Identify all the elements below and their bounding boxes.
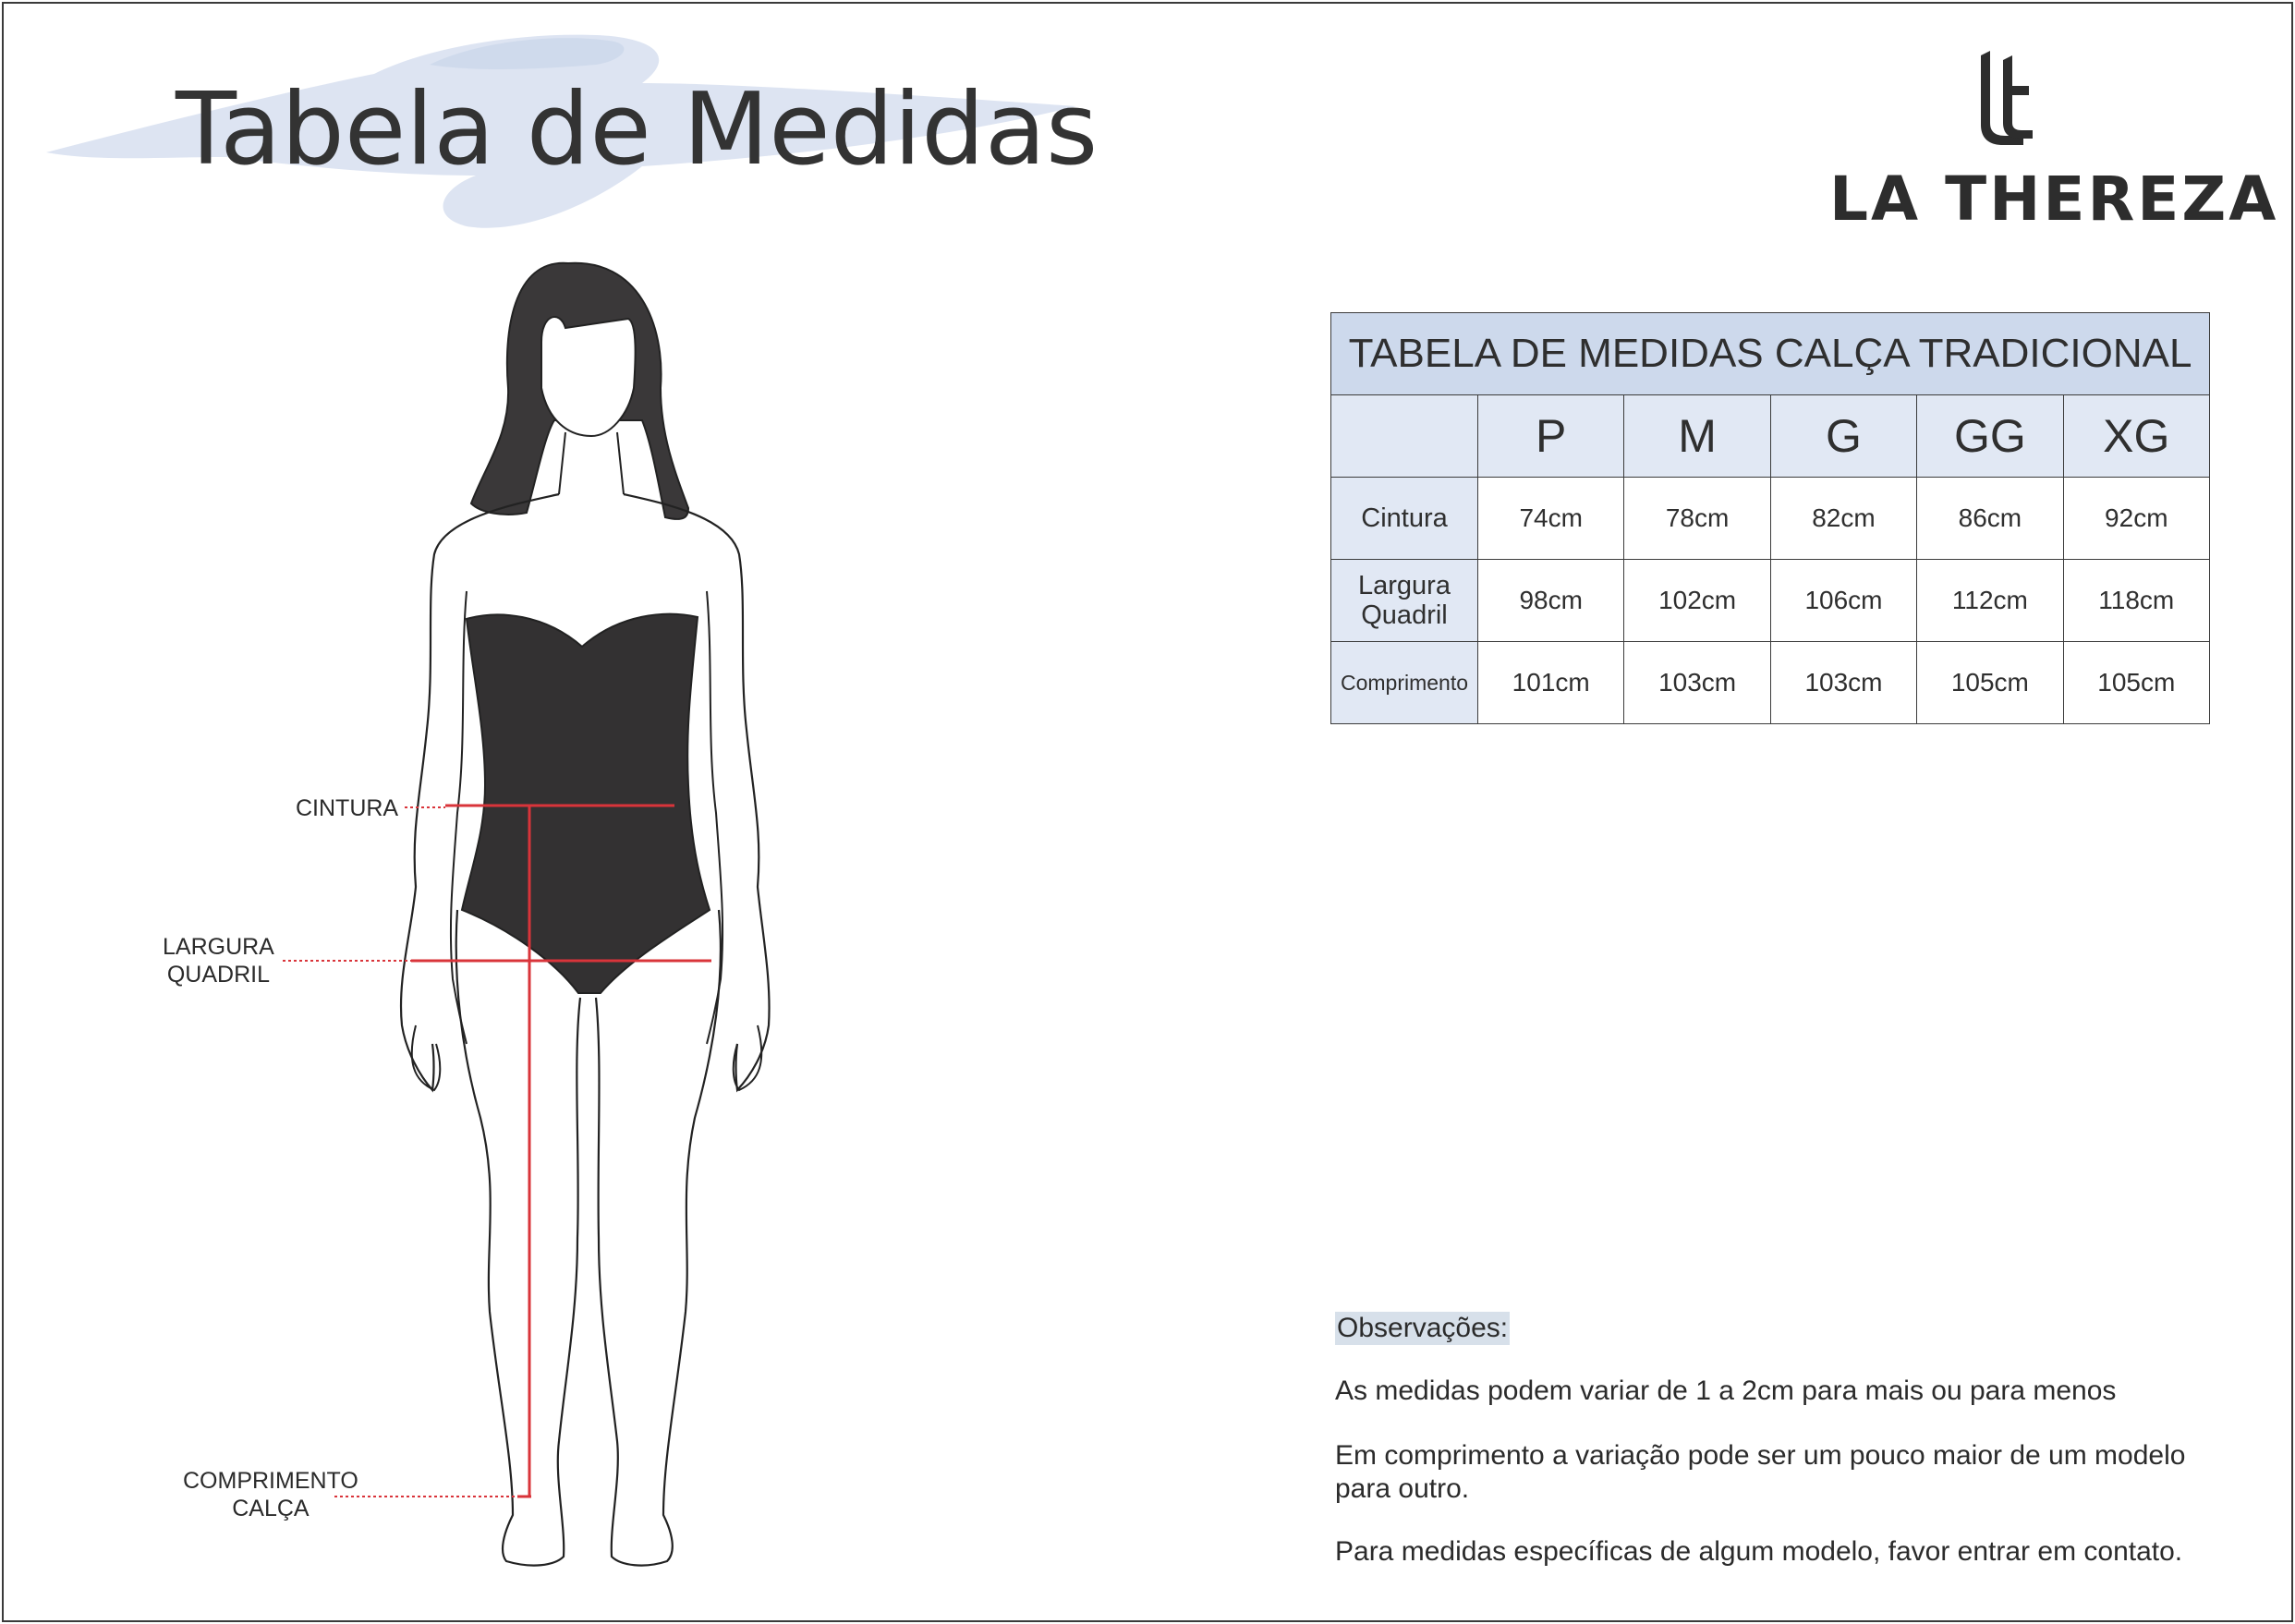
size-header-cell: GG: [1917, 395, 2063, 478]
table-cell: 112cm: [1917, 560, 2063, 642]
brand-name: LA THEREZA: [1829, 164, 2279, 235]
table-cell: 102cm: [1624, 560, 1770, 642]
body-figure-illustration: [129, 249, 832, 1580]
table-cell: 105cm: [2063, 642, 2209, 724]
table-row-comprimento: [1331, 642, 2210, 724]
table-cell: 78cm: [1624, 478, 1770, 560]
note-item: As medidas podem variar de 1 a 2cm para mais ou para menos: [1335, 1376, 2117, 1406]
face-shape: [541, 317, 636, 436]
row-label: Cintura: [1331, 478, 1478, 560]
row-label: Largura Quadril: [1331, 560, 1478, 642]
notes-section: [1335, 1312, 2240, 1567]
size-header-row: [1331, 395, 2210, 478]
note-item: Para medidas específicas de algum modelo, favor entrar em contato.: [1335, 1536, 2183, 1567]
note-item: Em comprimento a variação pode ser um pouco maior de um modelo para outro.: [1335, 1440, 2186, 1504]
table-cell: 86cm: [1917, 478, 2063, 560]
size-header-cell: M: [1624, 395, 1770, 478]
table-cell: 106cm: [1770, 560, 1916, 642]
waist-label: CINTURA: [296, 795, 399, 821]
hip-label: LARGURA QUADRIL: [163, 934, 274, 988]
size-header-cell: XG: [2063, 395, 2209, 478]
table-cell: 82cm: [1770, 478, 1916, 560]
table-cell: 103cm: [1770, 642, 1916, 724]
notes-title: Observações:: [1337, 1313, 1509, 1343]
size-table: [1330, 312, 2210, 724]
size-header-corner: [1331, 395, 1478, 478]
table-row-cintura: [1331, 478, 2210, 560]
size-header-cell: G: [1770, 395, 1916, 478]
length-label: COMPRIMENTO CALÇA: [183, 1468, 358, 1521]
table-cell: 98cm: [1478, 560, 1624, 642]
size-header-cell: P: [1478, 395, 1624, 478]
page-title: Tabela de Medidas: [176, 72, 1099, 188]
legs-outline: [456, 910, 580, 1566]
table-cell: 92cm: [2063, 478, 2209, 560]
brand-logo: [1829, 51, 2279, 236]
size-table-title: TABELA DE MEDIDAS CALÇA TRADICIONAL: [1331, 313, 2210, 395]
table-cell: 103cm: [1624, 642, 1770, 724]
row-label: Comprimento: [1331, 642, 1478, 724]
table-cell: 74cm: [1478, 478, 1624, 560]
table-row-largura-quadril: [1331, 560, 2210, 642]
table-cell: 101cm: [1478, 642, 1624, 724]
table-cell: 118cm: [2063, 560, 2209, 642]
bodysuit-shape: [462, 614, 710, 993]
table-cell: 105cm: [1917, 642, 2063, 724]
brand-monogram-icon: [1975, 51, 2040, 148]
